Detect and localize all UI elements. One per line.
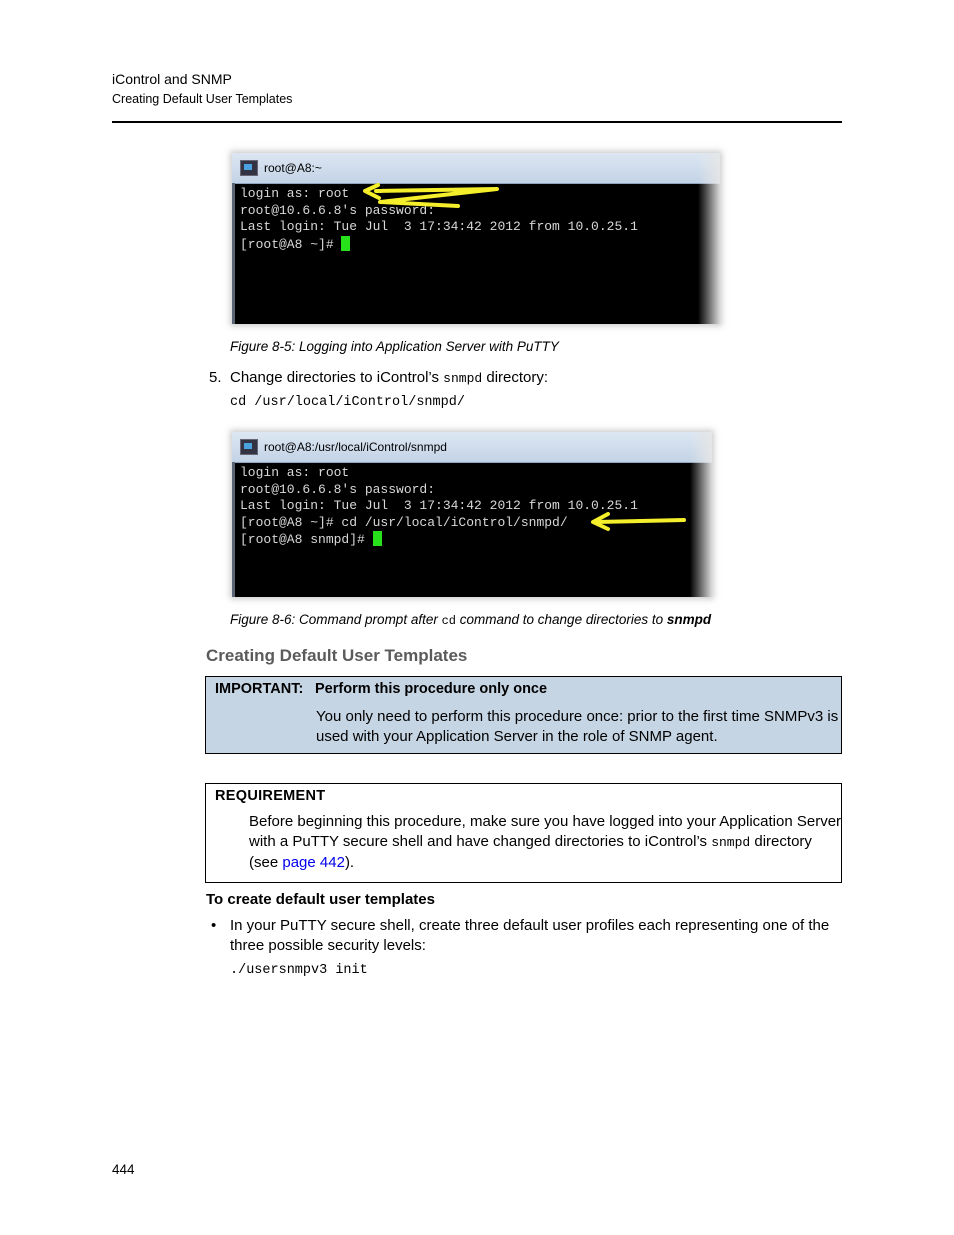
figure-putty-snmpd xyxy=(232,432,712,597)
figure-caption-2: Figure 8-6: Command prompt after cd command to change directories to snmpd xyxy=(230,612,712,628)
step-5-text: Change directories to iControl’s snmpd directory: xyxy=(230,369,549,386)
requirement-line: with a PuTTY secure shell and have changed directories to iControl’s snmpd directory xyxy=(249,833,812,850)
annotation-arrow-icon xyxy=(232,153,720,324)
header-rule xyxy=(112,121,842,123)
terminal-line: root@10.6.6.8's password: xyxy=(240,481,436,497)
terminal-line: Last login: Tue Jul 3 17:34:42 2012 from 10.0.25.1 xyxy=(240,498,638,513)
terminal-title: root@A8:/usr/local/iControl/snmpd xyxy=(264,440,447,454)
terminal-line: Last login: Tue Jul 3 17:34:42 2012 from 10.0.25.1 xyxy=(240,219,638,234)
section-heading: Creating Default User Templates xyxy=(206,646,468,665)
important-line: You only need to perform this procedure once: prior to the first time SNMPv3 is xyxy=(316,708,839,725)
important-line: used with your Application Server in the role of SNMP agent. xyxy=(316,728,718,745)
command-usersnmpv3: ./usersnmpv3 init xyxy=(230,963,368,978)
terminal-line: [root@A8 ~]# cd /usr/local/iControl/snmpd/ xyxy=(240,514,568,530)
terminal-prompt-line: [root@A8 snmpd]# xyxy=(240,531,638,549)
running-header-section: Creating Default User Templates xyxy=(112,92,293,106)
procedure-step-line: In your PuTTY secure shell, create three default user profiles each representing one of the xyxy=(230,917,830,934)
annotation-arrow-icon xyxy=(232,432,712,597)
terminal-line: login as: root xyxy=(240,465,350,480)
bullet-icon: • xyxy=(211,917,217,934)
important-title: Perform this procedure only once xyxy=(315,681,548,697)
terminal-line: root@10.6.6.8's password: xyxy=(240,202,436,218)
requirement-line: Before beginning this procedure, make sure you have logged into your Application Server xyxy=(249,813,842,830)
terminal-title: root@A8:~ xyxy=(264,161,322,175)
page-number: 444 xyxy=(112,1162,135,1177)
procedure-step-line: three possible security levels: xyxy=(230,937,426,954)
terminal-prompt-line: [root@A8 ~]# xyxy=(240,236,638,254)
terminal-fade xyxy=(698,153,720,324)
terminal-line: login as: root xyxy=(240,186,350,201)
important-box xyxy=(205,676,842,754)
important-label: IMPORTANT: xyxy=(215,681,304,697)
page-442-link[interactable]: page 442 xyxy=(282,854,345,871)
requirement-label: REQUIREMENT xyxy=(215,788,326,804)
inline-code: snmpd xyxy=(443,371,483,386)
figure-putty-login xyxy=(232,153,720,324)
procedure-title: To create default user templates xyxy=(206,891,435,908)
figure-caption-1: Figure 8-5: Logging into Application Server with PuTTY xyxy=(230,339,559,354)
terminal-fade xyxy=(690,432,712,597)
step-5-number: 5. xyxy=(209,369,222,386)
running-header-chapter: iControl and SNMP xyxy=(112,71,232,87)
requirement-box xyxy=(205,783,842,883)
requirement-line: (see page 442). xyxy=(249,854,355,871)
inline-code: snmpd xyxy=(711,835,751,850)
command-cd: cd /usr/local/iControl/snmpd/ xyxy=(230,395,465,410)
